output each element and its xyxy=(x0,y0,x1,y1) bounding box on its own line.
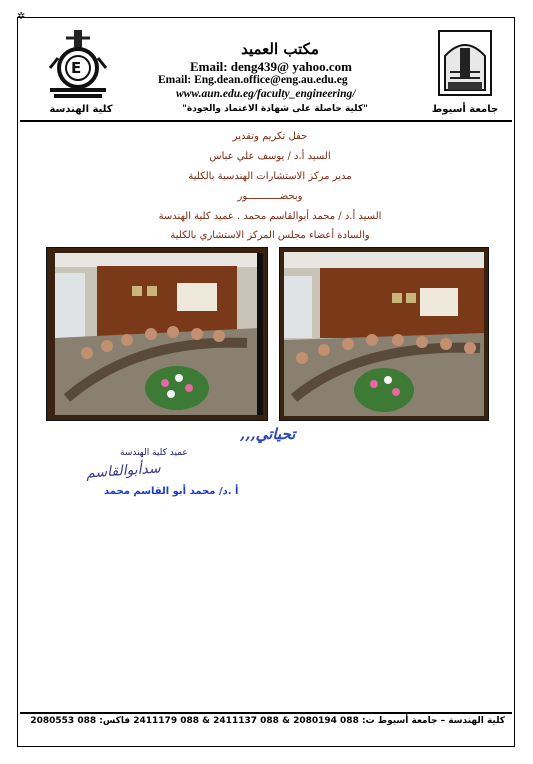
footer-divider xyxy=(20,712,512,714)
event-title: حفل تكريم وتقدير xyxy=(232,131,308,142)
faculty-logo xyxy=(44,28,112,100)
signature-title: عميد كلية الهندسة xyxy=(120,448,188,458)
pin-icon: ✲ xyxy=(17,11,26,22)
signature-scribble: سدأبوالقاسم xyxy=(85,460,162,482)
footer-contact: كلية الهندسة – جامعة أسيوط ت: 088 2080194 & 088 2411137 & 088 2411179 فاكس: 088 2080553 xyxy=(30,716,505,726)
university-caption: جامعة أسيوط xyxy=(431,104,499,115)
signature-name: أ .د/ محمد أبو القاسم محمد xyxy=(104,486,239,497)
event-photo-right xyxy=(279,247,489,421)
faculty-caption: كلية الهندسة xyxy=(49,104,113,115)
svg-text:E: E xyxy=(71,59,82,77)
attendance-label: وبحضـــــــــــور xyxy=(237,191,303,202)
council-attendance: والسادة أعضاء مجلس المركز الاستشاري بالكلية xyxy=(170,230,370,241)
honoree-role: مدير مركز الاستشارات الهندسية بالكلية xyxy=(188,171,352,182)
accreditation-note: "كلية حاصلة على شهادة الاعتماد والجودة" xyxy=(182,104,368,114)
event-photo-left xyxy=(46,247,268,421)
website-url: www.aun.edu.eg/faculty_engineering/ xyxy=(176,88,356,100)
honoree-name: السيد أ.د / يوسف علي عباس xyxy=(209,151,331,162)
greeting: تحياتي,,, xyxy=(240,425,296,443)
header-divider xyxy=(20,120,512,122)
office-email: Email: Eng.dean.office@eng.au.edu.eg xyxy=(158,74,348,86)
dean-attendance: السيد أ.د / محمد أبوالقاسم محمد . عميد كلية الهندسة xyxy=(158,211,382,222)
personal-email: Email: deng439@ yahoo.com xyxy=(190,59,352,74)
university-logo xyxy=(436,28,494,98)
page-title: مكتب العميد xyxy=(241,40,319,58)
